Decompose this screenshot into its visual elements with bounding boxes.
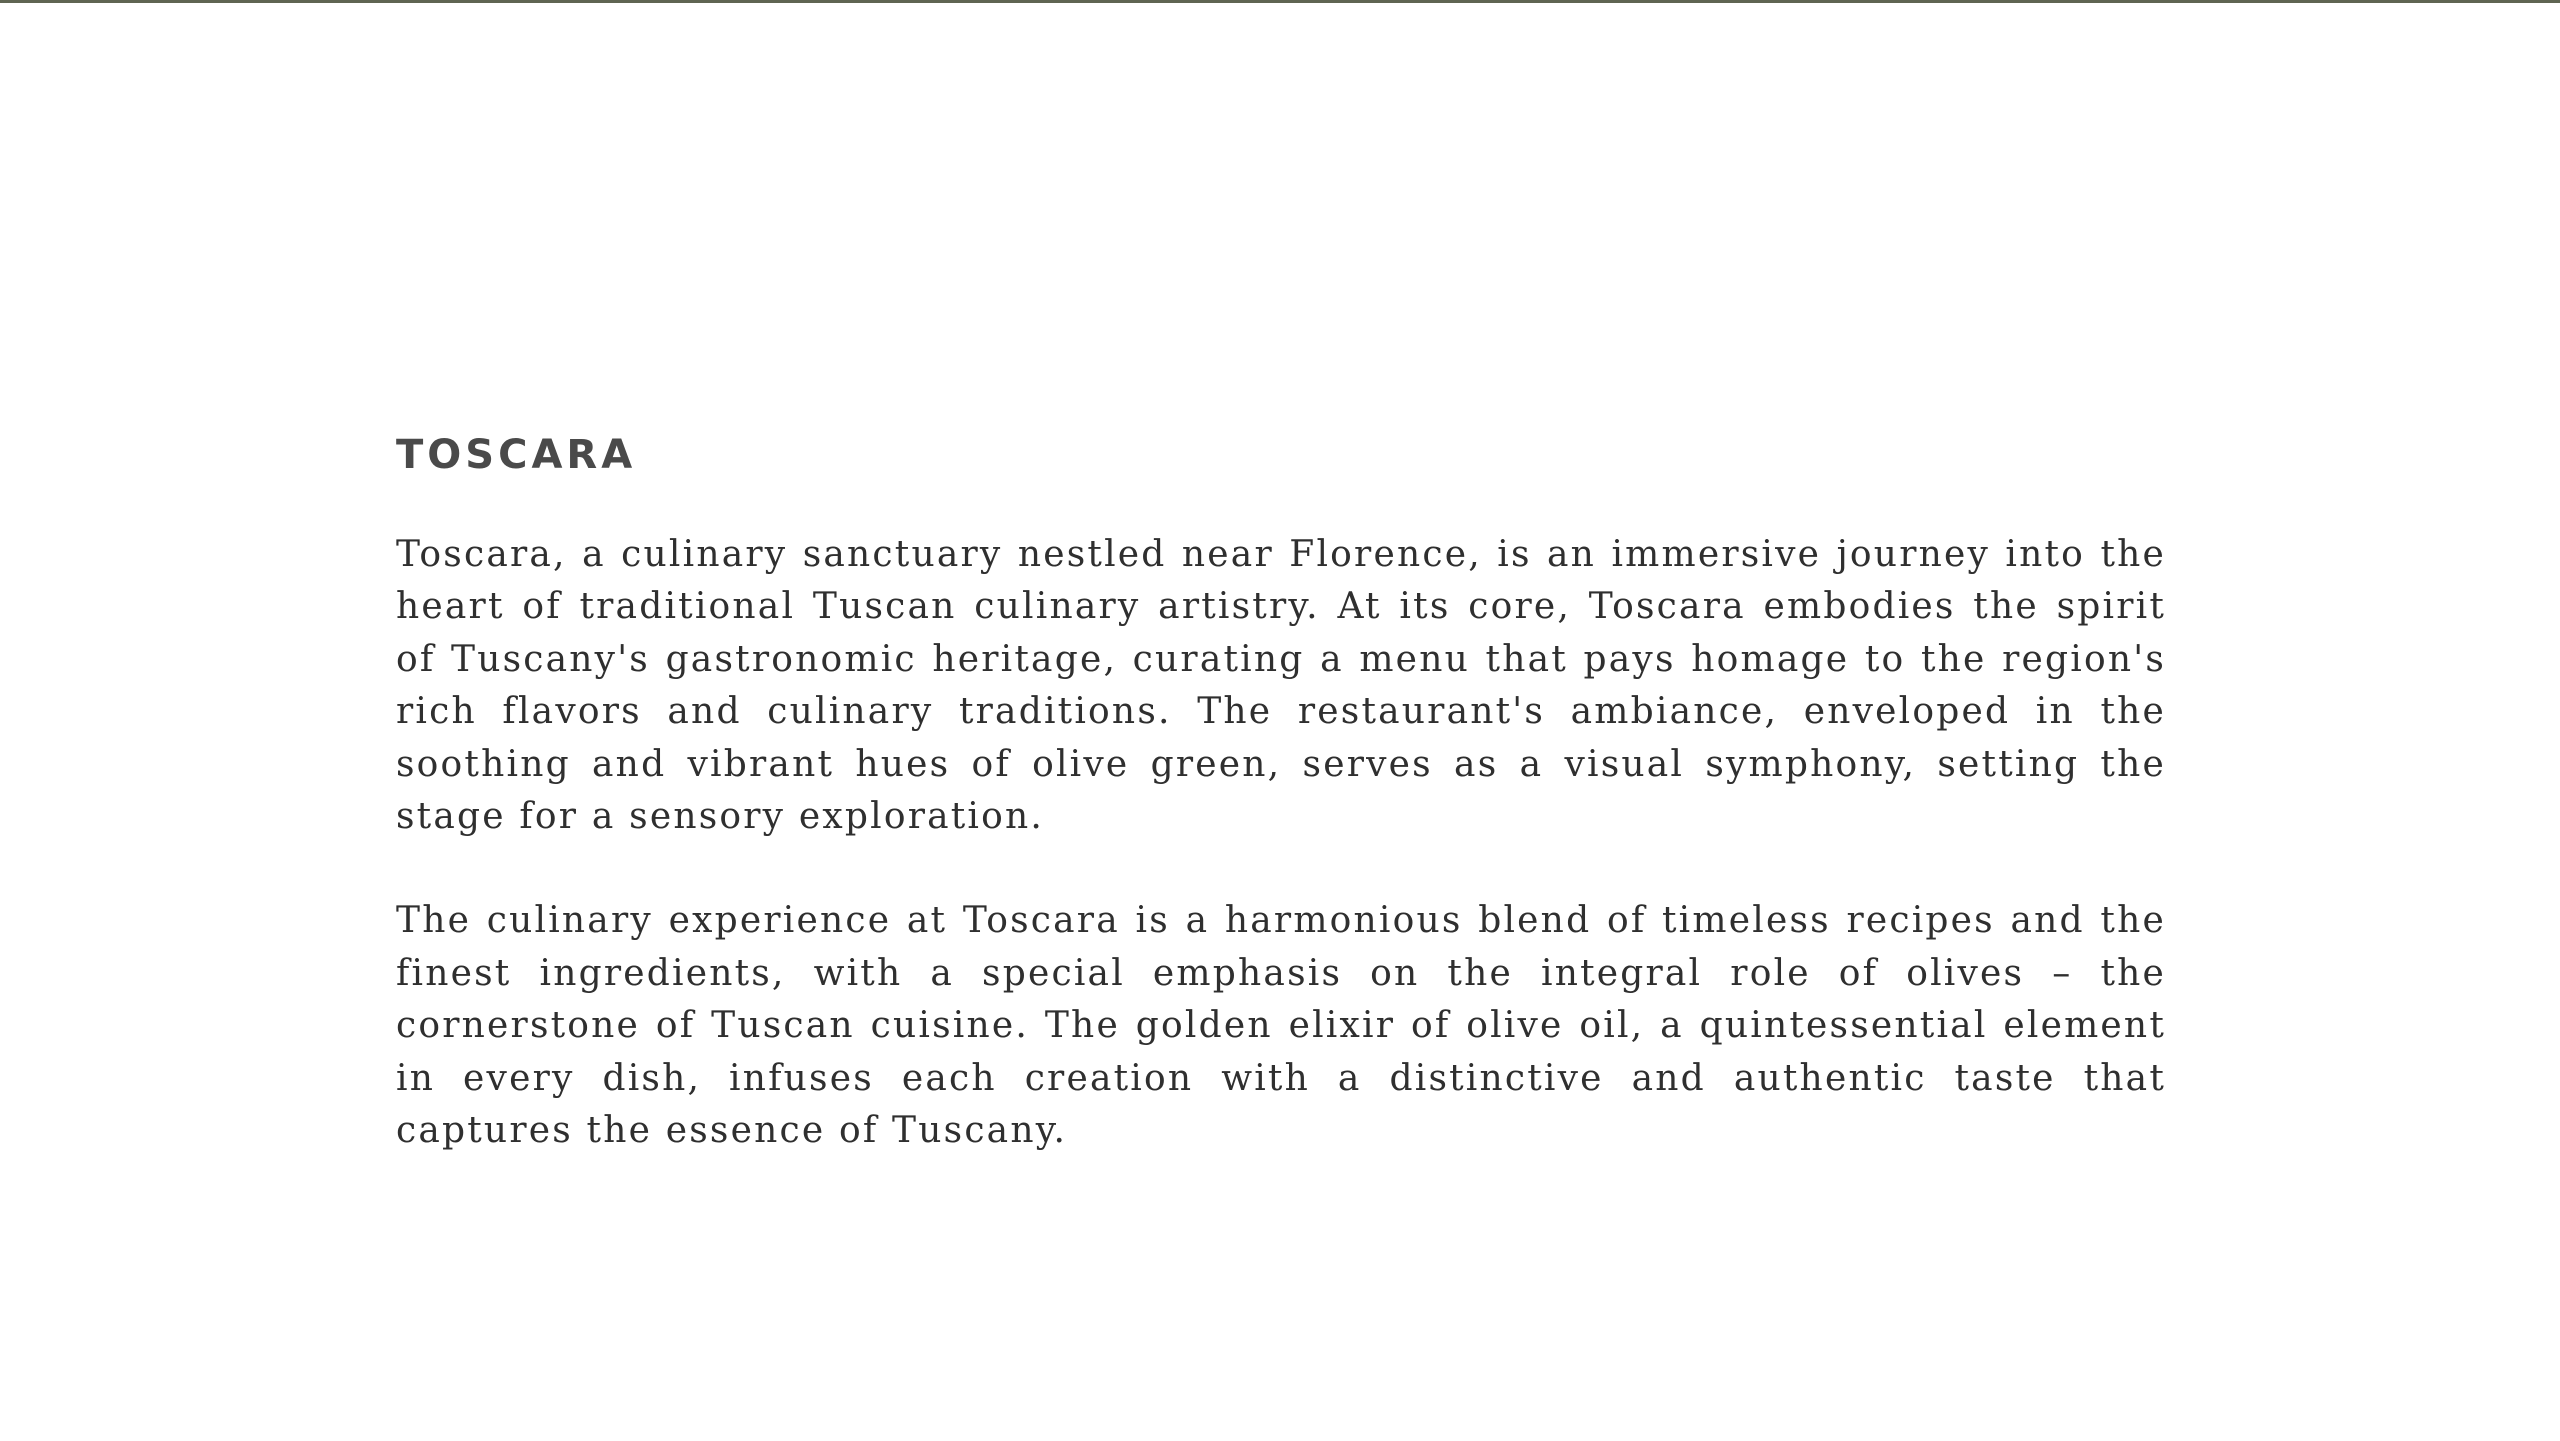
page-title: TOSCARA [396, 432, 637, 478]
intro-paragraph: Toscara, a culinary sanctuary nestled near Florence, is an immersive journey into the heart of traditional Tuscan culinary artistry. At its core, Toscara embodies the spirit of Tuscany's gastronomic heritage, curating a menu that pays homage to the region's rich flavors and culinary traditions. The restaurant's ambiance, enveloped in the soothing and vibrant hues of olive green, serves as a visual symphony, setting the stage for a sensory exploration. [396, 534, 2166, 838]
culinary-paragraph: The culinary experience at Toscara is a harmonious blend of timeless recipes and the finest ingredients, with a special emphasis on the integral role of olives – the cornerstone of Tuscan cuisine. The golden elixir of olive oil, a quintessential element in every dish, infuses each creation with a distinctive and authentic taste that captures the essence of Tuscany. [396, 900, 2166, 1152]
article-content [396, 431, 2166, 1157]
